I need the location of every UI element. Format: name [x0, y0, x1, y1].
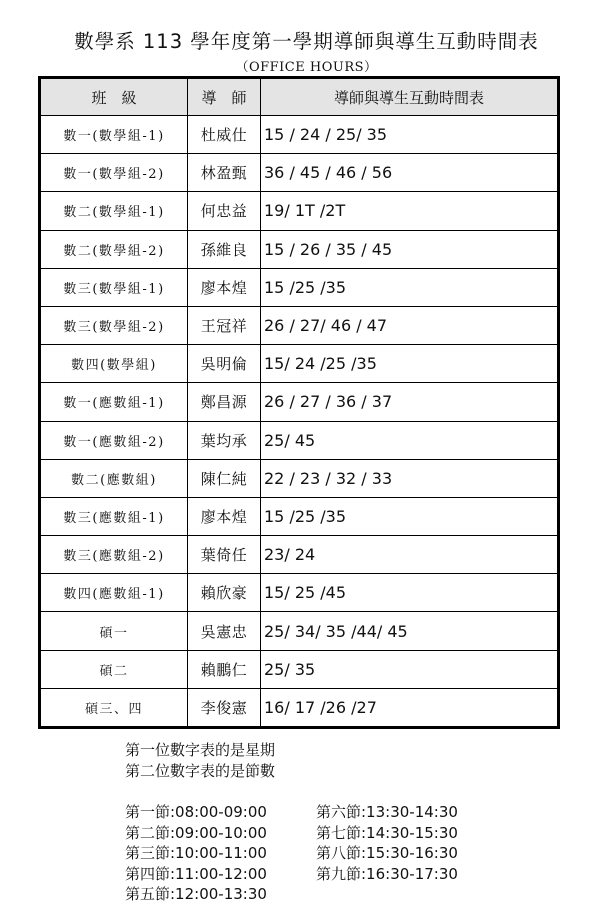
header-time: 導師與導生互動時間表 [261, 78, 559, 116]
teacher-cell: 林盈甄 [188, 154, 261, 192]
office-hours-table [38, 76, 560, 729]
class-cell: 數四(數學組) [40, 345, 188, 383]
time-cell: 26 / 27 / 36 / 37 [261, 383, 559, 421]
note-period: 第二位數字表的是節數 [125, 762, 276, 780]
table-row [40, 574, 559, 612]
table-header-row [40, 78, 559, 116]
time-cell: 15 / 26 / 35 / 45 [261, 230, 559, 268]
table-row [40, 459, 559, 497]
class-cell: 碩三、四 [40, 688, 188, 727]
table-row [40, 230, 559, 268]
class-cell: 數一(數學組-1) [40, 116, 188, 154]
time-cell: 25/ 34/ 35 /44/ 45 [261, 612, 559, 650]
teacher-cell: 何忠益 [188, 192, 261, 230]
table-row [40, 421, 559, 459]
class-cell: 數三(數學組-1) [40, 268, 188, 306]
teacher-cell: 賴鵬仁 [188, 650, 261, 688]
header-teacher: 導 師 [188, 78, 261, 116]
page-subtitle: （OFFICE HOURS） [235, 60, 378, 75]
table-row [40, 345, 559, 383]
time-cell: 25/ 45 [261, 421, 559, 459]
period-item: 第三節:10:00-11:00 [125, 844, 267, 863]
table-row [40, 612, 559, 650]
time-cell: 15 / 24 / 25/ 35 [261, 116, 559, 154]
table-row [40, 383, 559, 421]
table-row [40, 306, 559, 344]
time-cell: 16/ 17 /26 /27 [261, 688, 559, 727]
table-row [40, 497, 559, 535]
class-cell: 數二(數學組-2) [40, 230, 188, 268]
teacher-cell: 李俊憲 [188, 688, 261, 727]
table-row [40, 268, 559, 306]
notes [125, 740, 275, 782]
table-row [40, 536, 559, 574]
class-cell: 數三(應數組-2) [40, 536, 188, 574]
note-weekday: 第一位數字表的是星期 [125, 741, 276, 759]
class-cell: 數二(應數組) [40, 459, 188, 497]
period-item: 第八節:15:30-16:30 [316, 844, 458, 863]
teacher-cell: 賴欣豪 [188, 574, 261, 612]
time-cell: 23/ 24 [261, 536, 559, 574]
period-list-left [125, 802, 267, 905]
teacher-cell: 吳明倫 [188, 345, 261, 383]
time-cell: 19/ 1T /2T [261, 192, 559, 230]
teacher-cell: 吳憲忠 [188, 612, 261, 650]
period-item: 第一節:08:00-09:00 [125, 803, 267, 821]
time-cell: 36 / 45 / 46 / 56 [261, 154, 559, 192]
table-row [40, 116, 559, 154]
period-list-right [316, 802, 458, 884]
class-cell: 數三(應數組-1) [40, 497, 188, 535]
period-item: 第七節:14:30-15:30 [316, 823, 458, 842]
time-cell: 15/ 25 /45 [261, 574, 559, 612]
class-cell: 碩二 [40, 650, 188, 688]
time-cell: 25/ 35 [261, 650, 559, 688]
teacher-cell: 廖本煌 [188, 497, 261, 535]
class-cell: 數四(應數組-1) [40, 574, 188, 612]
class-cell: 數三(數學組-2) [40, 306, 188, 344]
page-title: 數學系 113 學年度第一學期導師與導生互動時間表 [74, 30, 539, 53]
period-item: 第二節:09:00-10:00 [125, 823, 267, 842]
time-cell: 15 /25 /35 [261, 268, 559, 306]
class-cell: 數一(應數組-1) [40, 383, 188, 421]
teacher-cell: 鄭昌源 [188, 383, 261, 421]
time-cell: 15 /25 /35 [261, 497, 559, 535]
period-item: 第九節:16:30-17:30 [316, 864, 458, 883]
table-row [40, 192, 559, 230]
teacher-cell: 葉倚任 [188, 536, 261, 574]
header-class: 班 級 [40, 78, 188, 116]
table-row [40, 650, 559, 688]
teacher-cell: 王冠祥 [188, 306, 261, 344]
period-item: 第五節:12:00-13:30 [125, 885, 267, 904]
period-item: 第四節:11:00-12:00 [125, 864, 267, 883]
class-cell: 數一(數學組-2) [40, 154, 188, 192]
time-cell: 26 / 27/ 46 / 47 [261, 306, 559, 344]
period-item: 第六節:13:30-14:30 [316, 803, 458, 821]
teacher-cell: 廖本煌 [188, 268, 261, 306]
time-cell: 22 / 23 / 32 / 33 [261, 459, 559, 497]
class-cell: 數一(應數組-2) [40, 421, 188, 459]
teacher-cell: 陳仁純 [188, 459, 261, 497]
time-cell: 15/ 24 /25 /35 [261, 345, 559, 383]
table-row [40, 688, 559, 727]
teacher-cell: 孫維良 [188, 230, 261, 268]
table-row [40, 154, 559, 192]
teacher-cell: 杜威仕 [188, 116, 261, 154]
table-body [40, 116, 559, 728]
teacher-cell: 葉均承 [188, 421, 261, 459]
class-cell: 數二(數學組-1) [40, 192, 188, 230]
class-cell: 碩一 [40, 612, 188, 650]
